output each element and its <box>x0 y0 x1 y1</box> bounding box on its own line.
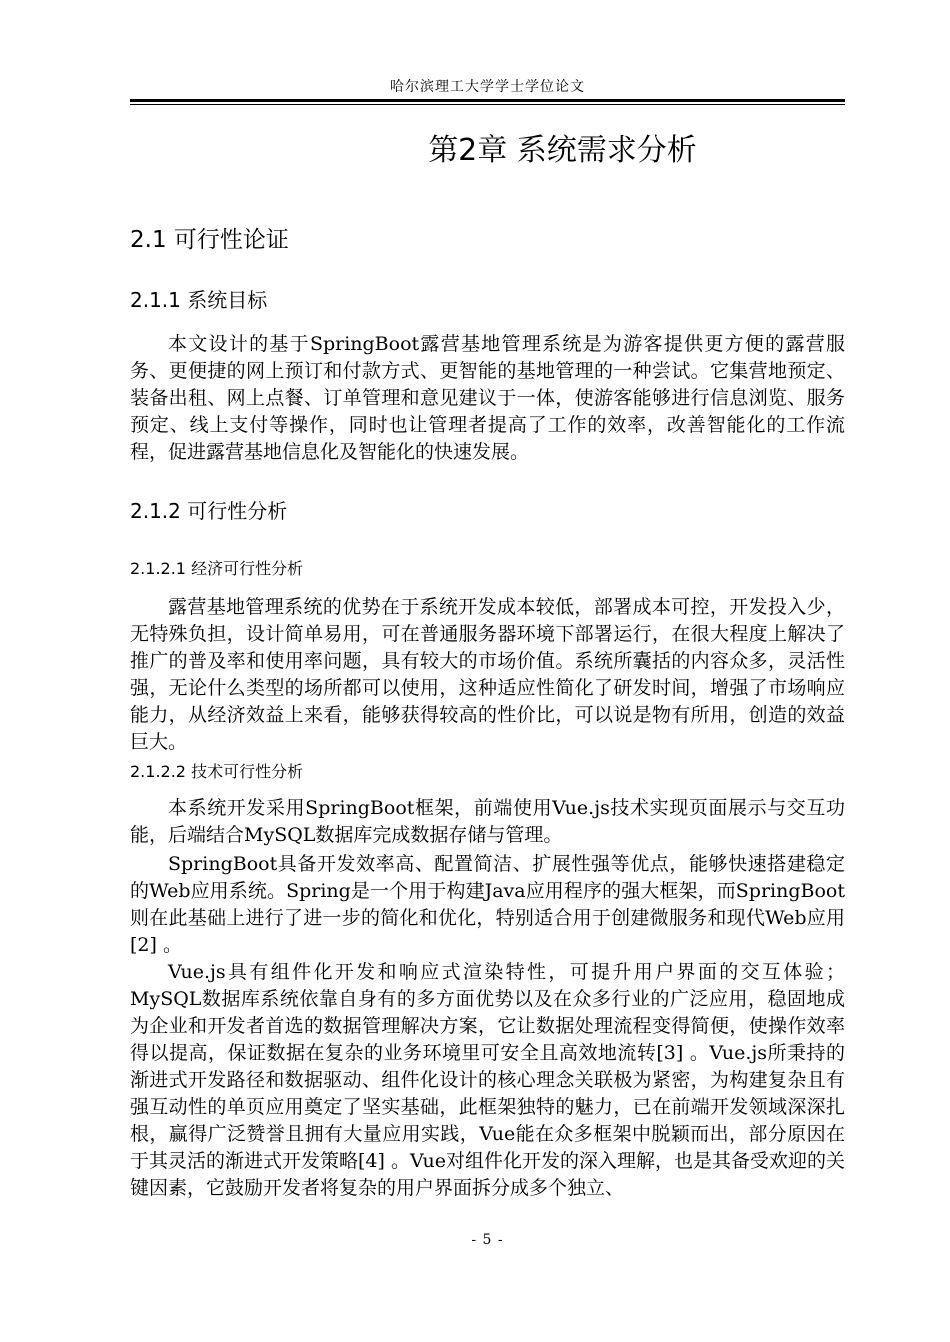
section-heading-2-1-1: 2.1.1 系统目标 <box>130 288 268 312</box>
section-heading-2-1: 2.1 可行性论证 <box>130 227 289 253</box>
paragraph-springboot: SpringBoot具备开发效率高、配置简洁、扩展性强等优点，能够快速搭建稳定的Web应用系统。Spring是一个用于构建Java应用程序的强大框架，而SpringBoot则在此基础上进行了进一步的简化和优化，特别适合用于创建微服务和现代Web应用[2] 。 <box>130 853 845 956</box>
paragraph-economic-feasibility: 露营基地管理系统的优势在于系统开发成本较低，部署成本可控，开发投入少，无特殊负担，设计简单易用，可在普通服务器环境下部署运行，在很大程度上解决了推广的普及率和使用率问题，具有较大的市场价值。系统所囊括的内容众多，灵活性强，无论什么类型的场所都可以使用，这种适应性简化了研发时间，增强了市场响应能力，从经济效益上来看，能够获得较高的性价比，可以说是物有所用，创造的效益巨大。 <box>130 596 845 753</box>
section-heading-2-1-2-1: 2.1.2.1 经济可行性分析 <box>130 559 304 578</box>
section-heading-2-1-2: 2.1.2 可行性分析 <box>130 499 288 523</box>
paragraph-vue-mysql: Vue.js具有组件化开发和响应式渲染特性，可提升用户界面的交互体验；MySQL数据库系统依靠自身有的多方面优势以及在众多行业的广泛应用，稳固地成为企业和开发者首选的数据管理解决方案，它让数据处理流程变得简便，使操作效率得以提高，保证数据在复杂的业务环境里可安全且高效地流转[3] 。Vue.js所秉持的渐进式开发路径和数据驱动、组件化设计的核心理念关联极为紧密，为构建复杂且有强互动性的单页应用奠定了坚实基础，此框架独特的魅力，已在前端开发领域深深扎根，赢得广泛赞誉且拥有大量应用实践，Vue能在众多框架中脱颖而出，部分原因在于其灵活的渐进式开发策略[4] 。Vue对组件化开发的深入理解，也是其备受欢迎的关键因素，它鼓励开发者将复杂的用户界面拆分成多个独立、 <box>130 961 845 1199</box>
running-header: 哈尔滨理工大学学士学位论文 <box>390 79 585 95</box>
section-heading-2-1-2-2: 2.1.2.2 技术可行性分析 <box>130 762 304 781</box>
paragraph-tech-stack: 本系统开发采用SpringBoot框架，前端使用Vue.js技术实现页面展示与交互功能，后端结合MySQL数据库完成数据存储与管理。 <box>130 797 845 846</box>
header-rule-thick <box>130 99 845 102</box>
chapter-title-text: 第2章 系统需求分析 <box>428 133 697 168</box>
header-rule-thin <box>130 104 845 105</box>
page-number: - 5 - <box>471 1232 504 1248</box>
paragraph-system-goal: 本文设计的基于SpringBoot露营基地管理系统是为游客提供更方便的露营服务、更便捷的网上预订和付款方式、更智能的基地管理的一种尝试。它集营地预定、装备出租、网上点餐、订单管理和意见建议于一体，使游客能够进行信息浏览、服务预定、线上支付等操作，同时也让管理者提高了工作的效率，改善智能化的工作流程，促进露营基地信息化及智能化的快速发展。 <box>130 333 845 463</box>
chapter-title <box>130 131 845 171</box>
